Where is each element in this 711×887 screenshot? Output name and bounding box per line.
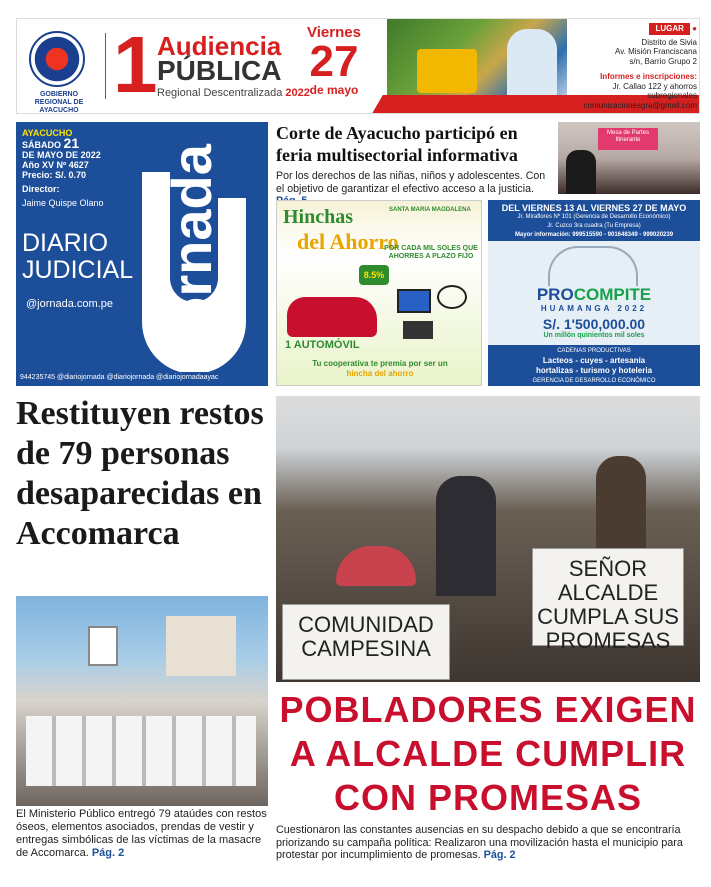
ad2-chains xyxy=(488,346,700,386)
ad2-addr-1: Jr. Miraflores Nº 101 (Gerencia de Desarrollo Económico) xyxy=(517,214,671,220)
church-shape xyxy=(166,616,236,676)
region-label: GOBIERNO REGIONAL DE AYACUCHO xyxy=(34,91,84,114)
lugar-line-2: Av. Misión Franciscana xyxy=(615,47,697,56)
ad1-auto-label: 1 AUTOMÓVIL xyxy=(285,339,360,351)
restituyen-page-ref[interactable]: Pág. 2 xyxy=(91,847,125,859)
pro-a: PRO xyxy=(536,285,574,304)
ad1-footer xyxy=(277,359,482,379)
masthead-city: AYACUCHO xyxy=(22,128,73,138)
ad2-chains-2: hortalizas - turismo y hoteleria xyxy=(535,366,653,375)
ad2-city: HUAMANGA 2022 xyxy=(540,304,648,313)
lugar-line-3: s/n, Barrio Grupo 2 xyxy=(629,56,697,66)
ministerio-publico-banner xyxy=(88,626,118,666)
number-one-logo: 1 xyxy=(113,20,154,109)
masthead-date xyxy=(22,135,104,151)
ad1-footer-a: Tu cooperativa te premia por ser un xyxy=(312,359,448,368)
corte-summary-text: Por los derechos de las niñas, niños y adolescentes. Con el objetivo de garantizar el efectivo acceso a la justicia. xyxy=(276,170,546,195)
pobladores-page-ref[interactable]: Pág. 2 xyxy=(483,849,516,862)
ad1-title-a: Hinchas xyxy=(283,206,354,228)
restituyen-headline[interactable]: Restituyen restos de 79 personas desaparecidas en Accomarca xyxy=(16,395,264,552)
regional-government-seal-icon xyxy=(29,31,85,87)
pobladores-summary xyxy=(276,824,700,862)
pobladores-headline[interactable]: POBLADORES EXIGEN A ALCALDE CUMPLIR CON PROMESAS xyxy=(279,689,697,818)
mesa-de-partes-text: Mesa de Partes Itinerante xyxy=(606,130,650,143)
coffins-shape xyxy=(26,716,256,786)
ad1-footer-b: hincha del ahorro xyxy=(346,369,414,378)
restituyen-summary-text: El Ministerio Público entregó 79 ataúdes con restos óseos, elementos asociados, prendas de vestir y entregas simbólicas de las víctimas de la masacre de Accomarca. xyxy=(16,808,267,859)
masthead-name: Jornada xyxy=(160,144,223,362)
location-pin-icon: ● xyxy=(692,24,697,33)
masthead-weekday: SÁBADO xyxy=(22,140,62,150)
banner-subtitle-a: Regional Descentralizada xyxy=(157,87,283,99)
sign1-text: COMUNIDAD CAMPESINA xyxy=(298,612,434,661)
ad2-dates: DEL VIERNES 13 AL VIERNES 27 DE MAYO xyxy=(501,203,687,213)
info-line-1: Jr. Callao 122 y ahorros subregionales xyxy=(612,81,697,100)
masthead-price: Precio: S/. 0.70 xyxy=(22,170,87,180)
audiencia-publica-banner[interactable] xyxy=(16,18,700,114)
masthead-issue: Año XV Nº 4627 xyxy=(22,160,89,170)
diario-judicial xyxy=(22,230,133,284)
pro-b: COMPITE xyxy=(573,285,652,304)
hinchas-del-ahorro-ad[interactable] xyxy=(276,200,482,386)
event-month: de mayo xyxy=(309,83,359,97)
restituyen-summary xyxy=(16,808,270,860)
masthead-director: Jaime Quispe Olano xyxy=(22,198,104,208)
tv-prize-icon xyxy=(397,289,431,313)
info-title: Informes e inscripciones: xyxy=(600,72,697,81)
ad1-rate: 8.5% xyxy=(359,265,389,285)
mesa-de-partes-sign xyxy=(598,128,658,150)
ad2-addr-2: Jr. Cuzco 3ra cuadra (Tu Empresa) xyxy=(547,223,641,229)
senor-alcalde-sign xyxy=(532,548,684,653)
event-date xyxy=(289,25,379,97)
corte-headline[interactable]: Corte de Ayacucho participó en feria multisectorial informativa xyxy=(276,123,518,165)
social-links[interactable]: 944235745 @diariojornada @diariojornada @diariojornadaayac xyxy=(16,372,268,386)
ad2-chains-1: Lacteos - cuyes - artesanía xyxy=(542,356,646,365)
excavator-shape xyxy=(417,49,477,93)
info-line-2: comunicacionesgra@gmail.com xyxy=(583,100,697,110)
sign2-text: SEÑOR ALCALDE CUMPLA SUS PROMESAS xyxy=(537,556,679,653)
banner-info xyxy=(569,23,697,110)
jornada-masthead xyxy=(16,122,268,386)
banner-title-a: Audiencia xyxy=(157,31,282,61)
ad2-amount: S/. 1'500,000.00 xyxy=(542,316,646,332)
pobladores-summary-text: Cuestionaron las constantes ausencias en su despacho debido a que se encontraría priorizando su campaña política: Realizaron una movilización hasta el municipio para protestar por incumplimiento de promesas. xyxy=(276,824,683,862)
protester-silhouette xyxy=(596,456,646,556)
cooperative-logo: SANTA MARIA MAGDALENA xyxy=(389,207,471,213)
lugar-label: LUGAR xyxy=(649,23,689,35)
masthead-director-label: Director: xyxy=(22,184,60,194)
ad2-header xyxy=(488,204,700,240)
ad2-amount-words: Un millón quinientos mil soles xyxy=(543,332,645,339)
corte-photo xyxy=(558,122,700,194)
lugar-line-1: Distrito de Sivia xyxy=(641,37,697,47)
diario-label: DIARIO xyxy=(22,229,109,257)
divider xyxy=(105,33,106,99)
banner-subtitle xyxy=(157,87,310,99)
comunidad-campesina-sign xyxy=(282,604,450,680)
ad2-phones: Mayor información: 999515590 - 901648349 - 999020239 xyxy=(514,232,674,238)
banner-title-b: PÚBLICA xyxy=(157,55,282,86)
ad1-title-b: del Ahorro xyxy=(297,229,399,254)
procompite-ad[interactable] xyxy=(488,200,700,386)
website-link[interactable]: @jornada.com.pe xyxy=(26,298,113,310)
masthead-month-year: DE MAYO DE 2022 xyxy=(22,150,101,160)
masthead-meta xyxy=(22,128,104,208)
car-prize-icon xyxy=(287,297,377,337)
ad2-gerencia: GERENCIA DE DESARROLLO ECONÓMICO xyxy=(532,378,656,384)
bicycle-prize-icon xyxy=(437,285,467,309)
ad1-offer: POR CADA MIL SOLES QUE AHORRES A PLAZO FIJO xyxy=(384,245,478,260)
judicial-label: JUDICIAL xyxy=(22,256,134,284)
red-hat-shape xyxy=(336,546,416,586)
event-day: 27 xyxy=(309,37,359,86)
restituyen-photo xyxy=(16,596,268,806)
event-weekday: Viernes xyxy=(307,24,361,41)
banner-subtitle-b: 2022 xyxy=(285,87,310,99)
arch-icon xyxy=(548,246,638,286)
procompite-logo xyxy=(488,286,700,304)
person-silhouette xyxy=(566,150,596,194)
protester-silhouette xyxy=(436,476,496,596)
masthead-day: 21 xyxy=(63,135,80,151)
laptop-prize-icon xyxy=(403,321,433,339)
protest-photo xyxy=(276,396,700,682)
ad2-chains-label: CADENAS PRODUCTIVAS xyxy=(557,348,631,354)
